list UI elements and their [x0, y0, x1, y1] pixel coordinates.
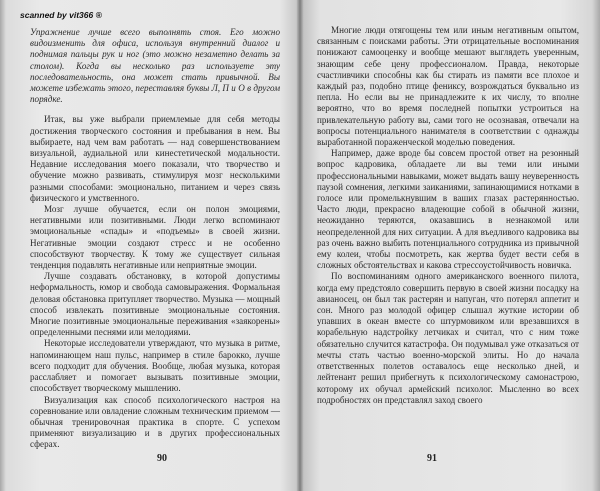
right-paragraph: По воспоминаниям одного американского военного пилота, когда ему предстояло совершить первую в своей жизни посадку на авианосец, он был так растерян и напуган, что потерял аппетит и сон. Много раз молодой офицер слышал жуткие истории об упавших в океан вместе со штурмовиком или врезавшихся в корабельную надстройку летчиках и считал, что с ним тоже обязательно случится катастрофа. Он подумывал уже отказаться от мечты стать частью военно-морской элиты. Но до начала ответственных полетов оставалось еще несколько дней, и лейтенант решил прибегнуть к психологическому самонастрою, которому их обучал армейский психолог. Мысленно во всех подробностях он представлял заход своего — [317, 271, 579, 405]
left-paragraph: Некоторые исследователи утверждают, что музыка в ритме, напоминающем наш пульс, например в стиле барокко, лучше всего подходит для обучения. Вообще, любая музыка, которая расслабляет и помогает вызывать позитивные эмоции, способствует творческому мышлению. — [30, 338, 280, 394]
exercise-note: Упражнение лучше всего выполнять стоя. Его можно видоизменить для офиса, используя внутренний диалог и поднимая пальцы рук и ног (это можно незаметно делать за столом). Когда вы несколько раз используете эту последовательность, она может стать привычной. Вы можете избежать этого, переставляя буквы Л, П и О в другом порядке. — [30, 27, 280, 105]
right-page-text — [317, 25, 579, 406]
right-paragraph: Многие люди отягощены тем или иным негативным опытом, связанным с поисками работы. Эти отрицательные воспоминания понижают самооценку и вообще мешают выглядеть уверенным, знающим себе цену профессионалом. Правда, некоторые счастливчики способны как бы стирать из памяти все плохое и каждый раз, подобно птице фениксу, возрождаться буквально из пепла. Но если вы не принадлежите к их числу, то вполне вероятно, что во время последней попытки устроиться на привлекательную работу вы, сами того не осознавая, отвечали на вопросы потенциального нанимателя в соответствии с однажды выработанной пораженческой моделью поведения. — [317, 25, 579, 148]
left-paragraph: Итак, вы уже выбрали приемлемые для себя методы достижения творческого состояния и пребывания в нем. Вы выбираете, над чем вам работать — над совершенствованием визуальной, аудиальной или кинестетической модальности. Недавние исследования моего показали, что творчество и обучение можно развивать, стимулируя мозг несколькими разными способами: эмоционально, питанием и через связь физического и умственного. — [30, 114, 280, 203]
page-number-right: 91 — [427, 453, 437, 464]
scan-credit: scanned by vit366 ® — [20, 10, 102, 20]
page-number-left: 90 — [157, 453, 167, 464]
left-paragraph: Мозг лучше обучается, если он полон эмоциями, негативными или позитивными. Люди легко вспоминают эмоциональные «спады» и «подъемы» в своей жизни. Негативные эмоции создают стресс и не особенно способствуют творчеству. К тому же существует сильная тенденция подавлять негативные или неприятные эмоции. — [30, 204, 280, 271]
left-page-text — [30, 27, 280, 451]
left-paragraph: Визуализация как способ психологического настроя на соревнование или овладение сложным техническим приемом — обычная тренировочная практика в спорте. С успехом применяют визуализацию и в других профессиональных сферах. — [30, 394, 280, 450]
right-page — [301, 0, 600, 491]
right-paragraph: Например, даже вроде бы совсем простой ответ на резонный вопрос кадровика, обладаете ли вы теми или иными профессиональными навыками, может выдать вашу неуверенность паузой сомнения, легкими заиканиями, запинающимися нотками в голосе или промелькнувшим в ваших глазах растерянностью. Часто люди, прекрасно владеющие собой в обычной жизни, неожиданно теряются, оказавшись в незнакомой или неопределенной для них ситуации. А для въедливого кадровика вы раз очень важно выбить потенциального сотрудника из привычной ему колеи, чтобы посмотреть, как жертва будет вести себя в сложных обстоятельствах и какова стрессоустойчивость новичка. — [317, 148, 579, 271]
left-page — [0, 0, 299, 491]
left-paragraph: Лучше создавать обстановку, в которой допустимы неформальность, юмор и свобода самовыражения. Формальная деловая обстановка притупляет творчество. Музыка — мощный способ извлекать позитивные эмоциональные состояния. Многие позитивные эмоциональные переживания «заякорены» определенными песнями или мелодиями. — [30, 271, 280, 338]
